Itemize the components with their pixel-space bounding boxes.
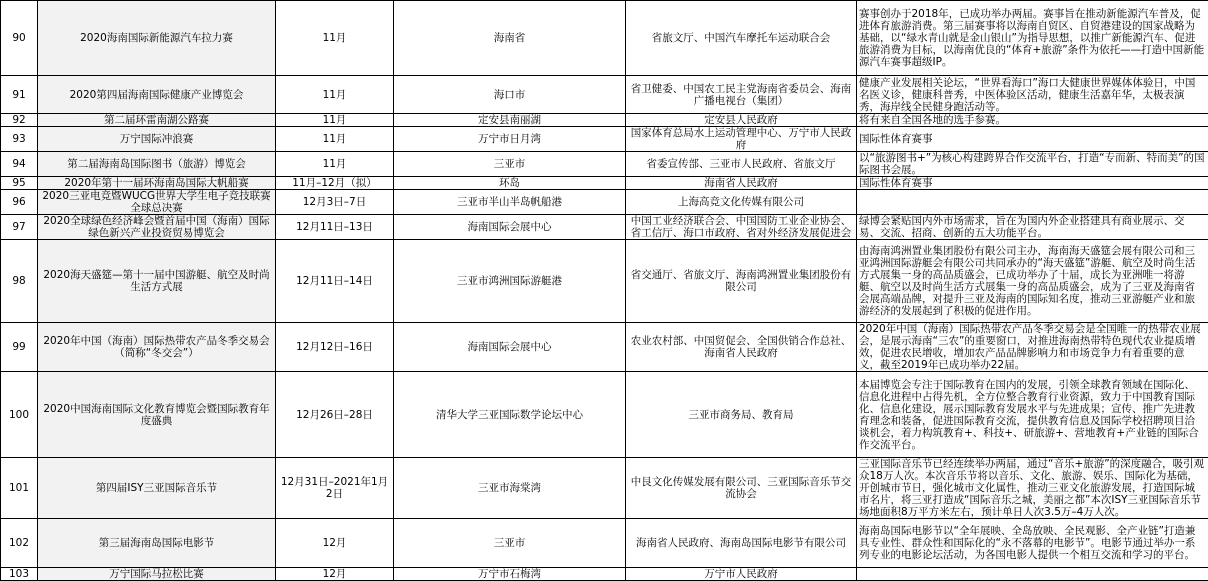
event-description: 赛事创办于2018年，已成功举办两届。赛事旨在推动新能源汽车普及，促进体育旅游消费。第三届赛事将以海南自贸区、自贸港建设的国家战略为基础，以“绿水青山就是金山银山”为指导思想，以推广新能源汽车、促进旅游消费为目标，以海南优良的“体育+旅游”条件为依托——打造中国新能源汽车赛事超级IP。 (857, 1, 1208, 76)
event-venue: 环岛 (394, 177, 626, 190)
event-venue: 海南省 (394, 1, 626, 76)
event-description: 绿博会紧贴国内外市场需求，旨在为国内外企业搭建具有商业展示、交易、交流、招商、创新的五大功能平台。 (857, 215, 1208, 240)
event-organizer: 中艮文化传媒发展有限公司、三亚国际音乐节交流协会 (626, 458, 857, 519)
event-time: 12月26日–28日 (276, 372, 394, 458)
event-description: 由海南鸿洲置业集团股份有限公司主办，海南海天盛筵会展有限公司和三亚鸿洲国际游艇会有限公司共同承办的“海天盛筵”游艇、航空及时尚生活方式展集一身的高品质盛会，已成功举办了十届，成长为亚洲唯一将游艇、航空以及时尚生活方式展集一身的高品质盛会，成为了三亚及海南省会展高端品牌，对提升三亚及海南的国际知名度，推动三亚游艇产业和旅游经济的发展起到了积极的促进作用。 (857, 240, 1208, 323)
event-name: 2020年第十一届环海南岛国际大帆船赛 (38, 177, 276, 190)
event-description: 2020年中国（海南）国际热带农产品冬季交易会是全国唯一的热带农业展会，是展示海南“三农”的重要窗口，对推进海南热带特色现代农业提质增效，促进农民增收，增加农产品品牌影响力和市场竞争力有着重要的意义，截至2019年已成功举办22届。 (857, 323, 1208, 372)
event-name: 万宁国际冲浪赛 (38, 127, 276, 152)
table-row (1, 76, 1208, 114)
event-description: 以“旅游图书+”为核心构建跨界合作交流平台，打造“专而新、特而美”的国际图书会展。 (857, 152, 1208, 177)
row-number: 101 (1, 458, 38, 519)
event-name: 2020海南国际新能源汽车拉力赛 (38, 1, 276, 76)
row-number: 96 (1, 190, 38, 215)
event-venue: 三亚市半山半岛帆船港 (394, 190, 626, 215)
event-organizer: 上海高竞文化传媒有限公司 (626, 190, 857, 215)
event-time: 11月 (276, 1, 394, 76)
table-row (1, 1, 1208, 76)
event-time: 12月3日–7日 (276, 190, 394, 215)
event-time: 12月11日–13日 (276, 215, 394, 240)
event-organizer: 万宁市人民政府 (626, 568, 857, 581)
table-row (1, 240, 1208, 323)
table-row (1, 114, 1208, 127)
event-organizer: 三亚市商务局、教育局 (626, 372, 857, 458)
event-venue: 三亚市 (394, 152, 626, 177)
event-description: 将有来自全国各地的选手参赛。 (857, 114, 1208, 127)
event-name: 2020全球绿色经济峰会暨首届中国（海南）国际绿色新兴产业投资贸易博览会 (38, 215, 276, 240)
event-venue: 万宁市日月湾 (394, 127, 626, 152)
event-organizer: 海南省人民政府、海南岛国际电影节有限公司 (626, 519, 857, 568)
event-name: 万宁国际马拉松比赛 (38, 568, 276, 581)
table-row (1, 177, 1208, 190)
event-description (857, 190, 1208, 215)
table-row (1, 519, 1208, 568)
table-row (1, 190, 1208, 215)
event-venue: 三亚市海棠湾 (394, 458, 626, 519)
row-number: 99 (1, 323, 38, 372)
event-organizer: 省卫健委、中国农工民主党海南省委员会、海南广播电视台（集团） (626, 76, 857, 114)
event-organizer: 国家体育总局水上运动管理中心、万宁市人民政府 (626, 127, 857, 152)
table-row (1, 372, 1208, 458)
event-time: 11月–12月（拟） (276, 177, 394, 190)
event-organizer: 省交通厅、省旅文厅、海南鸿洲置业集团股份有限公司 (626, 240, 857, 323)
event-venue: 三亚市鸿洲国际游艇港 (394, 240, 626, 323)
table-row (1, 215, 1208, 240)
event-organizer: 中国工业经济联合会、中国国防工业企业协会、省工信厅、海口市政府、省对外经济发展促进会 (626, 215, 857, 240)
row-number: 92 (1, 114, 38, 127)
row-number: 103 (1, 568, 38, 581)
row-number: 100 (1, 372, 38, 458)
event-time: 11月 (276, 152, 394, 177)
event-name: 2020海天盛筵—第十一届中国游艇、航空及时尚生活方式展 (38, 240, 276, 323)
row-number: 95 (1, 177, 38, 190)
table-row (1, 323, 1208, 372)
event-organizer: 省旅文厅、中国汽车摩托车运动联合会 (626, 1, 857, 76)
event-description: 国际性体育赛事 (857, 177, 1208, 190)
event-description: 健康产业发展相关论坛，“世界看海口”海口大健康世界媒体体验日，中国名医义诊，健康科普秀，中医体验区活动，健康生活嘉年华，太极表演秀，海岸线全民健身跑活动等。 (857, 76, 1208, 114)
event-description: 国际性体育赛事 (857, 127, 1208, 152)
event-organizer: 省委宣传部、三亚市人民政府、省旅文厅 (626, 152, 857, 177)
event-venue: 万宁市石梅湾 (394, 568, 626, 581)
event-organizer: 农业农村部、中国贸促会、全国供销合作总社、海南省人民政府 (626, 323, 857, 372)
event-name: 2020年中国（海南）国际热带农产品冬季交易会（简称“冬交会”） (38, 323, 276, 372)
event-time: 12月11日–14日 (276, 240, 394, 323)
event-venue: 海南国际会展中心 (394, 323, 626, 372)
event-name: 第二届海南岛国际图书（旅游）博览会 (38, 152, 276, 177)
event-name: 2020三亚电竞暨WUCG世界大学生电子竞技联赛全球总决赛 (38, 190, 276, 215)
row-number: 91 (1, 76, 38, 114)
event-venue: 定安县南丽湖 (394, 114, 626, 127)
event-time: 12月 (276, 568, 394, 581)
event-organizer: 定安县人民政府 (626, 114, 857, 127)
event-time: 12月 (276, 519, 394, 568)
table-row (1, 152, 1208, 177)
row-number: 98 (1, 240, 38, 323)
table-row (1, 127, 1208, 152)
event-description: 海南岛国际电影节以“全年展映、全岛放映、全民观影、全产业链”打造兼具专业性、群众性和国际化的“永不落幕的电影节”。电影节通过举办一系列专业的电影论坛活动，为各国电影人提供一个相互交流和学习的平台。 (857, 519, 1208, 568)
event-name: 2020中国海南国际文化教育博览会暨国际教育年度盛典 (38, 372, 276, 458)
row-number: 97 (1, 215, 38, 240)
event-time: 11月 (276, 127, 394, 152)
row-number: 90 (1, 1, 38, 76)
event-time: 11月 (276, 76, 394, 114)
event-description: 本届博览会专注于国际教育在国内的发展，引领全球教育领域在国际化、信息化进程中占得先机，全方位整合教育行业资源，致力于中国教育国际化、信息化建设，展示国际教育发展水平与先进成果；宣传、推广先进教育理念和装备，促进国际教育交流，提供教育信息及国际学校招聘项目洽谈机会，着力构筑教育+、科技+、研旅游+、营地教育+产业链的国际合作交流平台。 (857, 372, 1208, 458)
row-number: 94 (1, 152, 38, 177)
event-venue: 海口市 (394, 76, 626, 114)
event-venue: 三亚市 (394, 519, 626, 568)
event-venue: 清华大学三亚国际数学论坛中心 (394, 372, 626, 458)
event-organizer: 海南省人民政府 (626, 177, 857, 190)
event-venue: 海南国际会展中心 (394, 215, 626, 240)
event-description: 三亚国际音乐节已经连续举办两届，通过“音乐+旅游”的深度融合，吸引观众18万人次。本次音乐节将以音乐、文化、旅游、娱乐、国际化为基础，开创城市节日，强化城市文化属性，推动三亚文化旅游发展，打造国际城市名片，将三亚打造成“国际音乐之城，美丽之都”本次ISY三亚国际音乐节场地面积8万平方米左右，预计单日人次3.5万–4万人次。 (857, 458, 1208, 519)
event-name: 第四届ISY三亚国际音乐节 (38, 458, 276, 519)
event-name: 第二届环雷南湖公路赛 (38, 114, 276, 127)
event-name: 第三届海南岛国际电影节 (38, 519, 276, 568)
event-time: 11月 (276, 114, 394, 127)
row-number: 102 (1, 519, 38, 568)
event-time: 12月31日–2021年1月2日 (276, 458, 394, 519)
event-time: 12月12日–16日 (276, 323, 394, 372)
row-number: 93 (1, 127, 38, 152)
event-name: 2020第四届海南国际健康产业博览会 (38, 76, 276, 114)
table-row (1, 458, 1208, 519)
